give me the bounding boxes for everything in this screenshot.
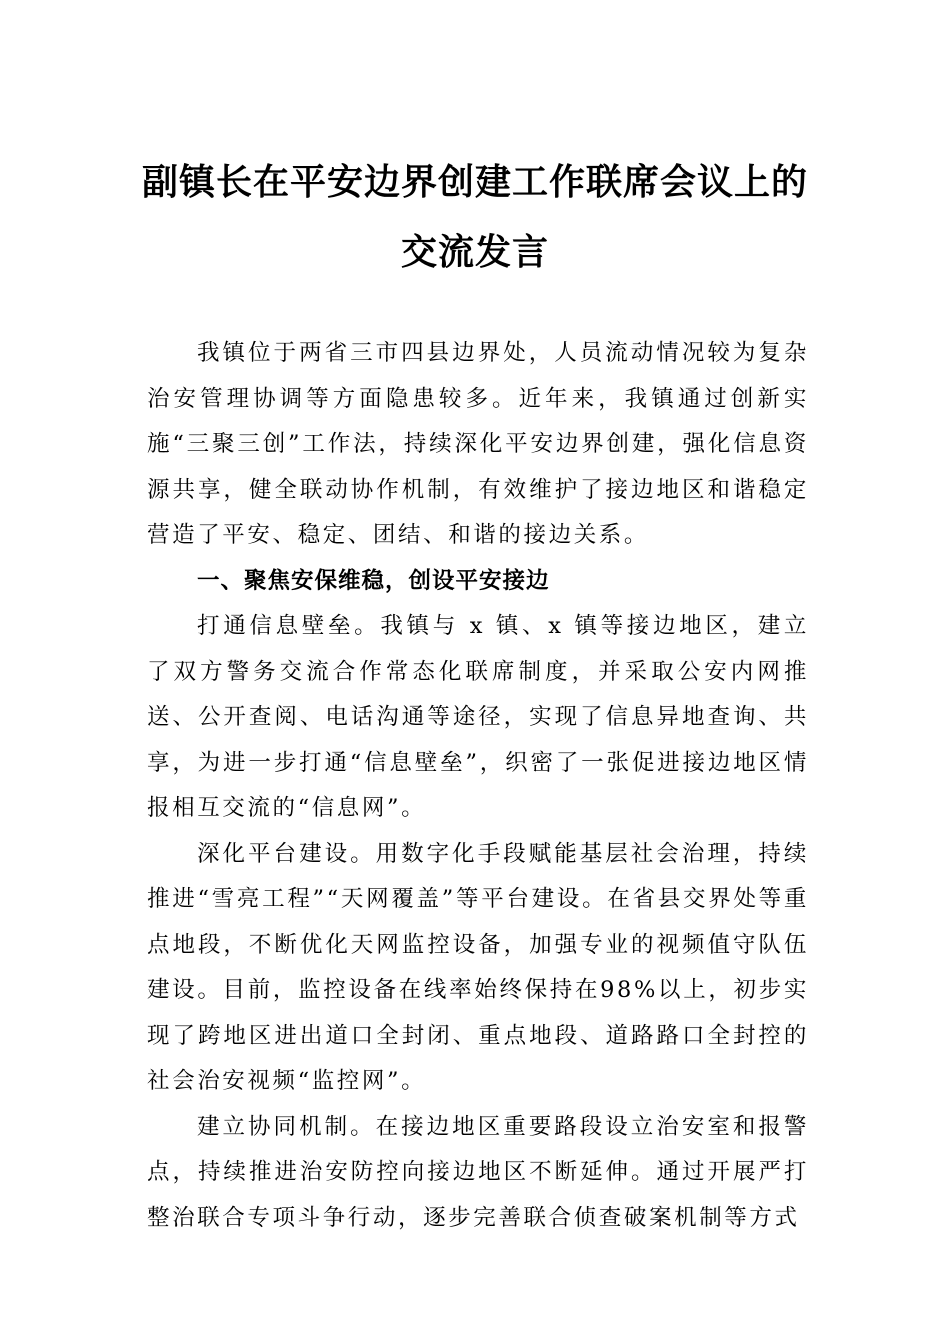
intro-paragraph: 我镇位于两省三市四县边界处，人员流动情况较为复杂治安管理协调等方面隐患较多。近年来，我镇通过创新实施“三聚三创”工作法，持续深化平安边界创建，强化信息资源共享，健全联动协作机制，有效维护了接边地区和谐稳定营造了平安、稳定、团结、和谐的接边关系。 (147, 340, 809, 548)
body-paragraph: 深化平台建设。用数字化手段赋能基层社会治理，持续推进“雪亮工程”“天网覆盖”等平台建设。在省县交界处等重点地段，不断优化天网监控设备，加强专业的视频值守队伍建设。目前，监控设备在线率始终保持在98%以上，初步实现了跨地区进出道口全封闭、重点地段、道路路口全封控的社会治安视频“监控网”。 (147, 840, 809, 1094)
section-heading: 一、聚焦安保维稳，创设平安接边 (197, 567, 550, 594)
document-body (147, 331, 809, 1241)
body-paragraph: 建立协同机制。在接边地区重要路段设立治安室和报警点，持续推进治安防控向接边地区不断延伸。通过开展严打整治联合专项斗争行动，逐步完善联合侦查破案机制等方式 (147, 1113, 809, 1231)
document-title-line-2: 交流发言 (400, 231, 549, 273)
body-paragraph: 打通信息壁垒。我镇与 x 镇、x 镇等接边地区，建立了双方警务交流合作常态化联席制度，并采取公安内网推送、公开查阅、电话沟通等途径，实现了信息异地查询、共享，为进一步打通“信息壁垒”，织密了一张促进接边地区情报相互交流的“信息网”。 (147, 613, 809, 821)
document-title-line-1: 副镇长在平安边界创建工作联席会议上的 (141, 161, 808, 203)
